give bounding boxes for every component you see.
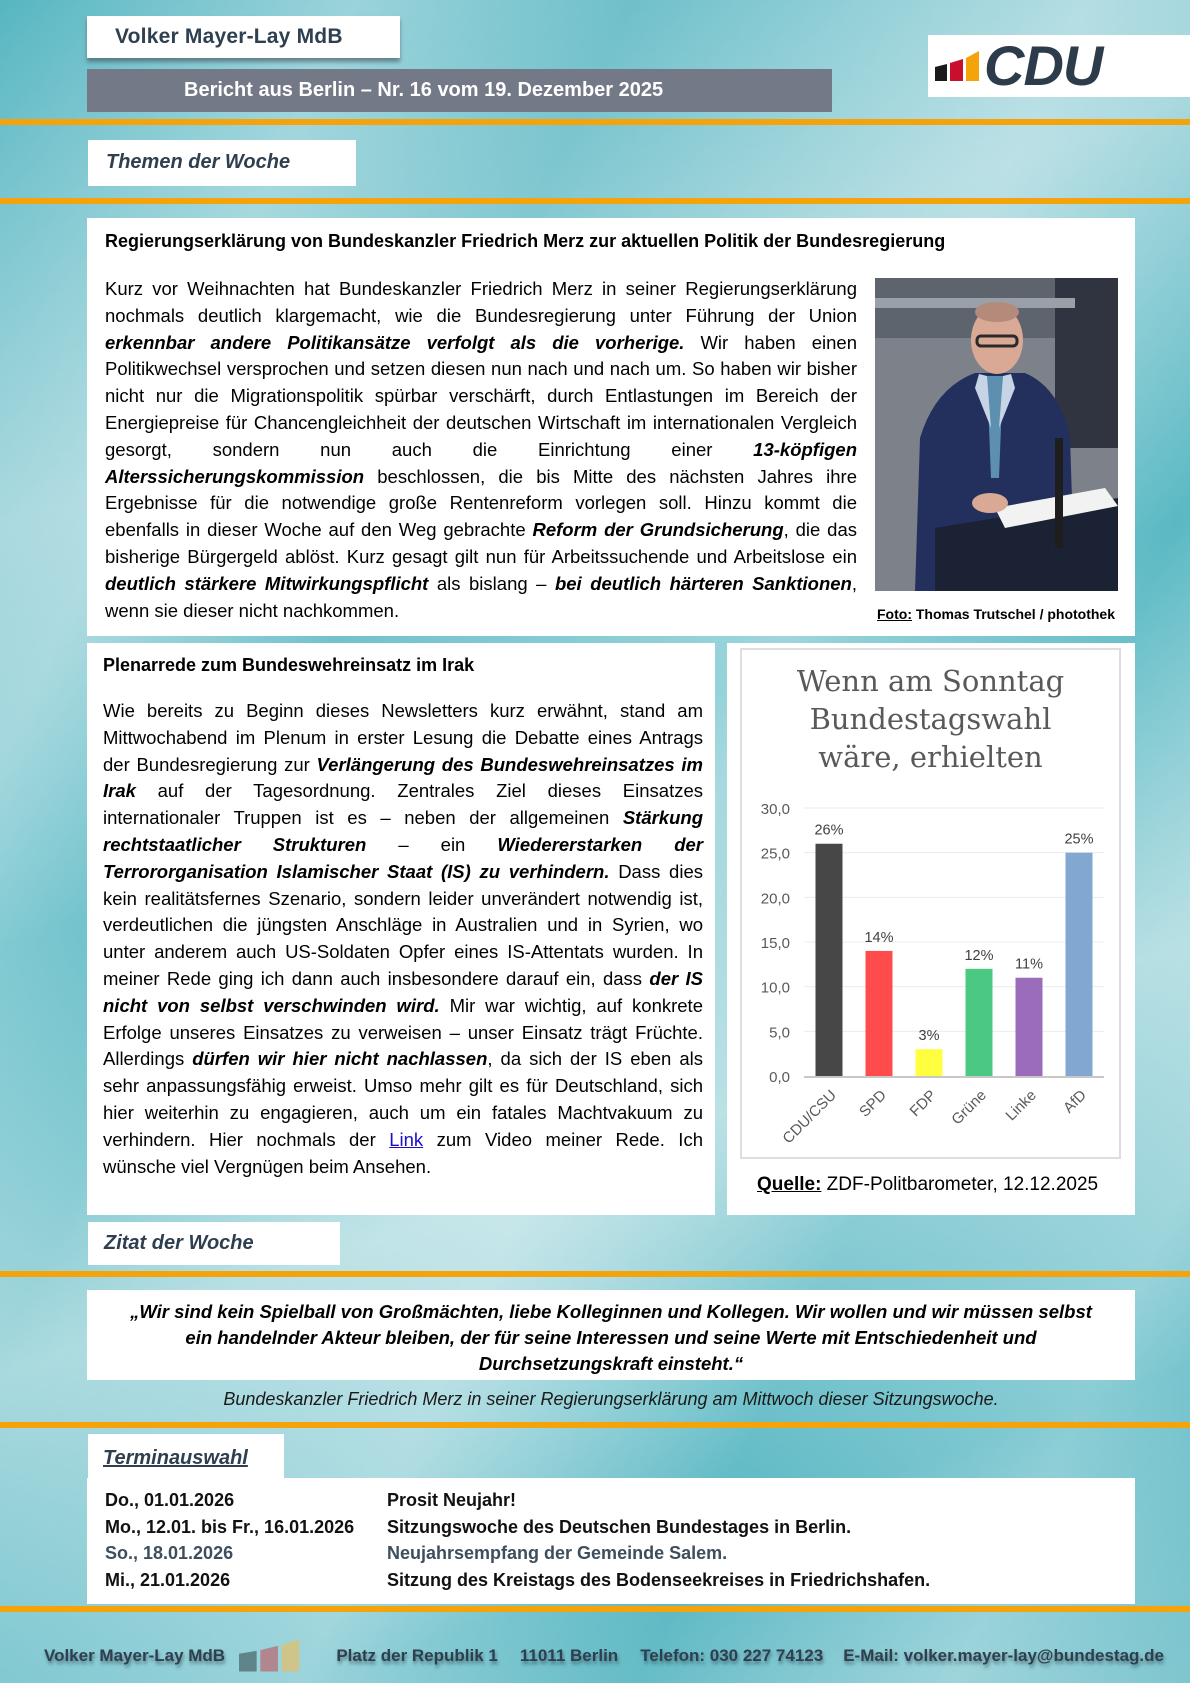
x-tick-label: AfD bbox=[1060, 1086, 1090, 1117]
data-label: 26% bbox=[814, 822, 844, 839]
data-label: 14% bbox=[864, 929, 894, 946]
divider bbox=[0, 119, 1190, 125]
y-tick-label: 10,0 bbox=[760, 979, 790, 997]
bar-grüne bbox=[966, 969, 993, 1076]
footer-city: 11011 Berlin bbox=[519, 1646, 619, 1665]
article-body: Kurz vor Weihnachten hat Bundeskanzler Friedrich Merz in seiner Regierungserklärung nochmals deutlich klargemacht, wie die Bundesregierung unter Führung der Union erkennbar andere Politikansätze verfolgt als die vorherige. Wir haben einen Politikwechsel versprochen und setzen diesen nun nach und nach um. So haben wir bisher nicht nur die Migrationspolitik spürbar verschärft, durch Entlastungen im Bereich der Energiepreise für Chancengleichheit der deutschen Wirtschaft im internationalen Vergleich gesorgt, sondern nun auch die Einrichtung einer 13-köpfigen Alterssicherungskommission beschlossen, die bis Mitte des nächsten Jahres ihre Ergebnisse für die notwendige große Rentenreform vorlegen soll. Hinzu kommt die ebenfalls in dieser Woche auf den Weg gebrachte Reform der Grundsicherung, die das bisherige Bürgergeld ablöst. Kurz gesagt gilt nun für Arbeitssuchende und Arbeitslose ein deutlich stärkere Mitwirkungspflicht als bislang – bei deutlich härteren Sanktionen, wenn sie dieser nicht nachkommen. bbox=[105, 278, 858, 621]
section-title-quote: Zitat der Woche bbox=[88, 1222, 340, 1265]
x-tick-label: CDU/CSU bbox=[779, 1086, 840, 1148]
date-row: Do., 01.01.2026 Prosit Neujahr! bbox=[105, 1490, 517, 1510]
bar-cducsu bbox=[816, 844, 843, 1076]
x-tick-label: FDP bbox=[906, 1086, 940, 1121]
y-tick-label: 15,0 bbox=[760, 935, 790, 952]
cdu-logo-bars-icon bbox=[935, 51, 981, 81]
x-tick-label: Linke bbox=[1002, 1086, 1040, 1125]
video-link[interactable]: Link bbox=[389, 1128, 424, 1150]
y-tick-label: 5,0 bbox=[769, 1024, 790, 1042]
y-tick-label: 25,0 bbox=[760, 845, 790, 863]
cdu-logo bbox=[928, 35, 1190, 97]
poll-chart bbox=[740, 648, 1121, 1159]
bar-fdp bbox=[916, 1049, 943, 1076]
date-row: So., 18.01.2026 Neujahrsempfang der Gemeinde Salem. bbox=[105, 1543, 728, 1563]
poll-card bbox=[727, 643, 1135, 1215]
data-label: 25% bbox=[1064, 831, 1094, 848]
divider bbox=[0, 1422, 1190, 1428]
date-row: Mi., 21.01.2026 Sitzung des Kreistags des Bodenseekreises in Friedrichshafen. bbox=[105, 1569, 931, 1590]
footer bbox=[44, 1633, 1164, 1679]
article-irak bbox=[87, 643, 715, 1215]
date-row: Mo., 12.01. bis Fr., 16.01.2026 Sitzungswoche des Deutschen Bundestages in Berlin. bbox=[105, 1516, 852, 1537]
article-regierungserklaerung bbox=[87, 218, 1135, 636]
y-tick-label: 20,0 bbox=[760, 890, 790, 908]
quote-caption: Bundeskanzler Friedrich Merz in seiner Regierungserklärung am Mittwoch dieser Sitzungswoche. bbox=[223, 1389, 999, 1409]
article-body: Wie bereits zu Beginn dieses Newsletters kurz erwähnt, stand am Mittwochabend im Plenum in erster Lesung die Debatte eines Antrags der Bundesregierung zur Verlängerung des Bundeswehreinsatzes im Irak auf der Tagesordnung. Zentrales Ziel dieses Einsatzes internationaler Truppen ist es – neben der allgemeinen Stärkung rechtstaatlicher Strukturen – ein Wiedererstarken der Terrororganisation Islamischer Staat (IS) zu verhindern. Dass dies kein realitätsfernes Szenario, sondern leider unverändert notwendig ist, verdeutlichen die jüngsten Anschläge in Australien und in Syrien, wo unter anderem auch US-Soldaten Opfer eines IS-Attentats wurden. In meiner Rede ging ich dann auch insbesondere darauf ein, dass der IS nicht von selbst verschwinden wird. Mir war wichtig, auf konkrete Erfolge unseres Einsatzes zu verweisen – unser Einsatz trägt Früchte. Allerdings dürfen wir hier nicht nachlassen, da sich der IS eben als sehr anpassungsfähig erweist. Umso mehr gilt es für Deutschland, sich hier weiterhin zu engagieren, auch um ein fatales Machtvakuum zu verhindern. Hier nochmals der Link zum Video meiner Rede. Ich wünsche viel Vergnügen beim Ansehen. bbox=[103, 700, 703, 1177]
chart-source: Quelle: ZDF-Politbarometer, 12.12.2025 bbox=[757, 1174, 1099, 1195]
divider bbox=[0, 1271, 1190, 1277]
quote-of-the-week: „Wir sind kein Spielball von Großmächten, liebe Kolleginnen und Kollegen. Wir wollen und wir müssen selbst ein handelnder Akteur bleiben, der für seine Interessen und seine Werte mit Entschiedenheit und Durchsetzungskraft einsteht.“ bbox=[87, 1290, 1135, 1380]
y-tick-label: 0,0 bbox=[769, 1069, 790, 1086]
bar-chart bbox=[742, 650, 1119, 1157]
bar-linke bbox=[1016, 978, 1043, 1076]
article-title: Plenarrede zum Bundeswehreinsatz im Irak bbox=[103, 655, 475, 675]
article-title: Regierungserklärung von Bundeskanzler Friedrich Merz zur aktuellen Politik der Bundesregierung bbox=[105, 231, 946, 251]
photo-credit: Foto: Thomas Trutschel / photothek bbox=[877, 606, 1116, 622]
y-tick-label: 30,0 bbox=[760, 801, 790, 818]
footer-name: Volker Mayer-Lay MdB bbox=[44, 1646, 226, 1665]
data-label: 12% bbox=[964, 947, 994, 964]
footer-email: E-Mail: volker.mayer-lay@bundestag.de bbox=[843, 1646, 1164, 1665]
author-name: Volker Mayer-Lay MdB bbox=[87, 16, 400, 58]
chart-title: Wenn am Sonntag Bundestagswahl wäre, erhielten bbox=[796, 664, 1065, 774]
section-title-themes: Themen der Woche bbox=[88, 140, 356, 186]
data-label: 11% bbox=[1015, 956, 1043, 973]
x-tick-label: Grüne bbox=[948, 1086, 990, 1129]
data-label: 3% bbox=[918, 1028, 940, 1045]
footer-address: Platz der Republik 1 bbox=[336, 1646, 498, 1665]
bar-afd bbox=[1066, 853, 1093, 1076]
cdu-logo-text: CDU bbox=[984, 34, 1103, 97]
footer-logo-bars-icon bbox=[239, 1633, 302, 1679]
footer-phone: Telefon: 030 227 74123 bbox=[640, 1646, 824, 1665]
dates-list bbox=[87, 1478, 1135, 1604]
report-title: Bericht aus Berlin – Nr. 16 vom 19. Dezember 2025 bbox=[87, 69, 832, 112]
section-title-dates: Terminauswahl bbox=[88, 1434, 284, 1478]
x-tick-label: SPD bbox=[855, 1086, 890, 1121]
divider bbox=[0, 198, 1190, 204]
photo-merz bbox=[875, 278, 1118, 591]
divider bbox=[0, 1606, 1190, 1612]
bar-spd bbox=[866, 951, 893, 1076]
